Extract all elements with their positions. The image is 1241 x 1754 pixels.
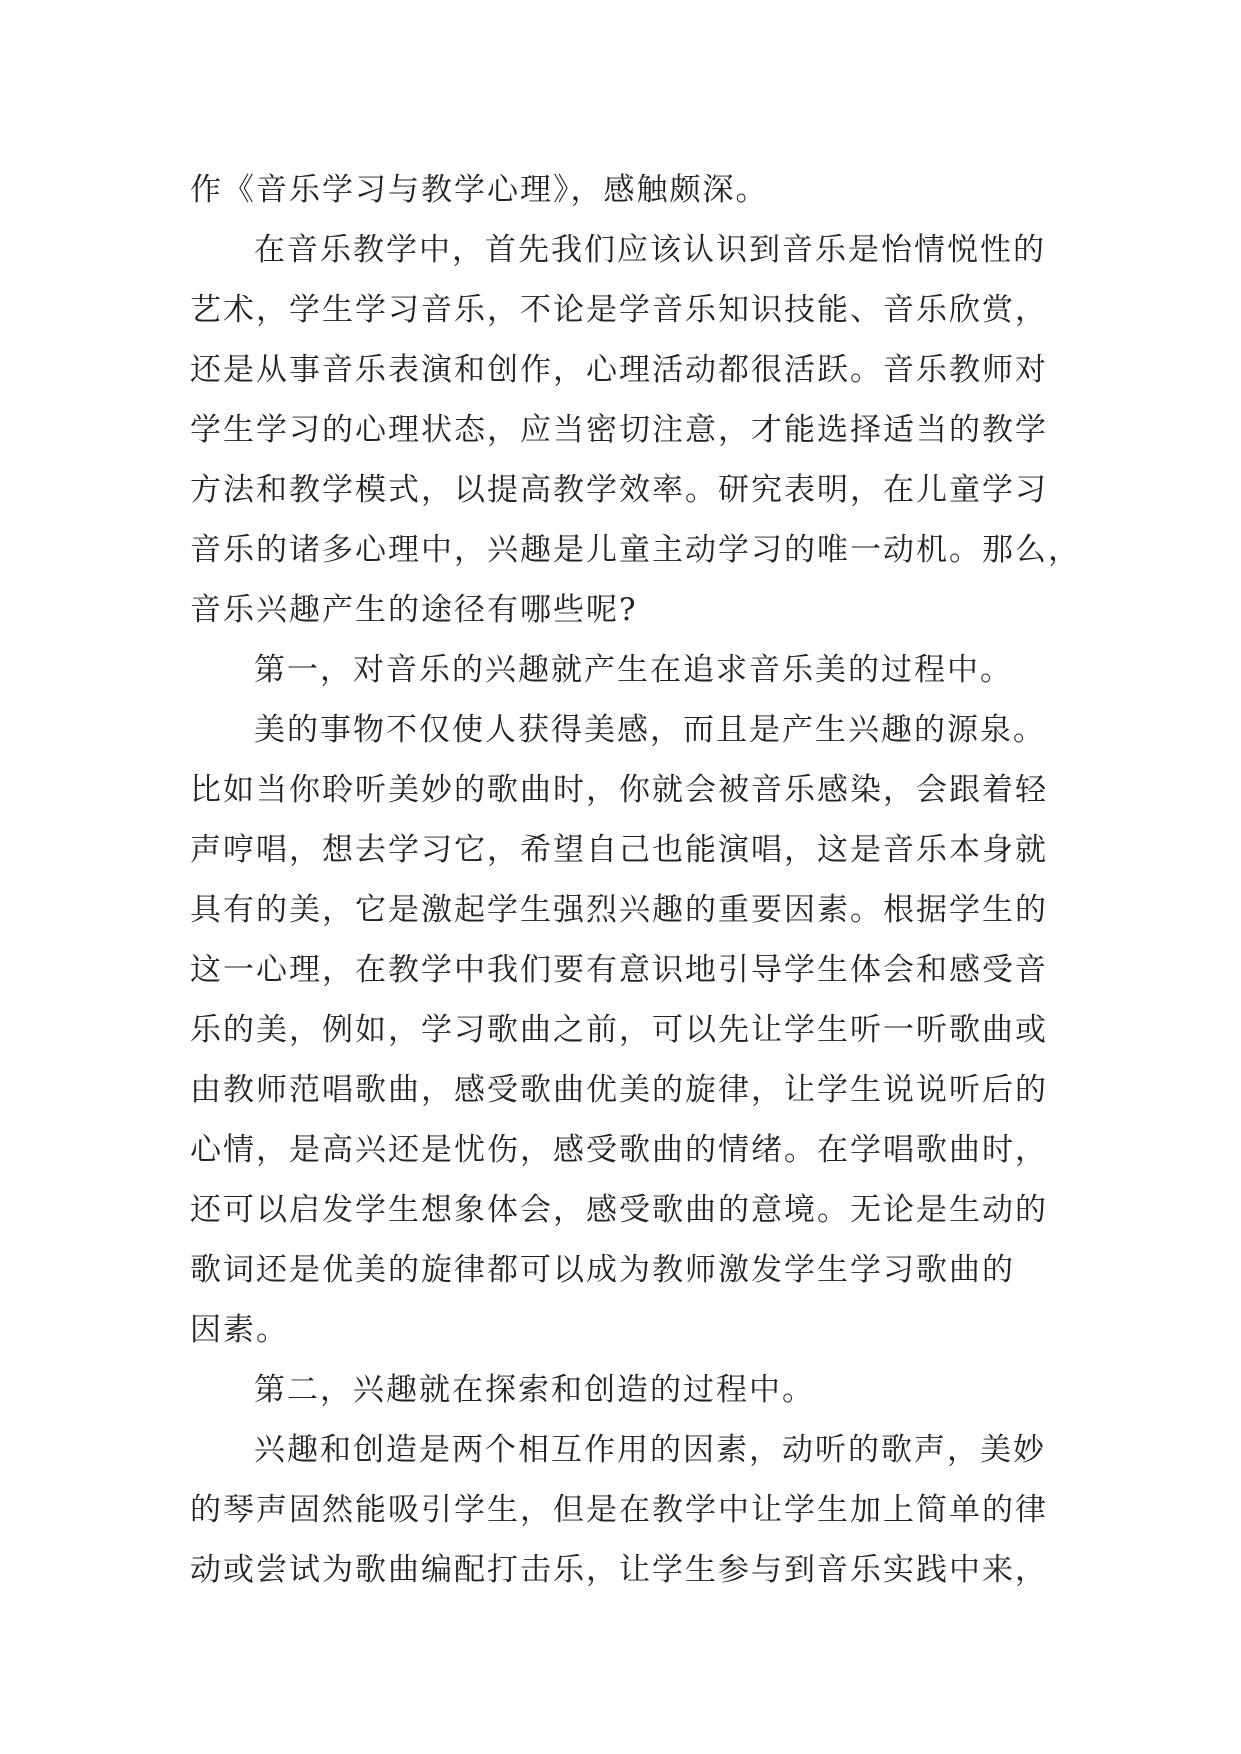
body-text (190, 160, 1081, 1600)
text-line: 声哼唱，想去学习它，希望自己也能演唱，这是音乐本身就 (190, 832, 1048, 868)
section-heading: 第一，对音乐的兴趣就产生在追求音乐美的过程中。 (254, 652, 1013, 688)
text-line: 还是从事音乐表演和创作，心理活动都很活跃。音乐教师对 (190, 352, 1048, 388)
text-line: 具有的美，它是激起学生强烈兴趣的重要因素。根据学生的 (190, 892, 1048, 928)
text-line: 音乐兴趣产生的途径有哪些呢? (190, 592, 638, 628)
section-heading: 第二，兴趣就在探索和创造的过程中。 (254, 1372, 815, 1408)
text-line: 还可以启发学生想象体会，感受歌曲的意境。无论是生动的 (190, 1192, 1048, 1228)
text-line: 乐的美，例如，学习歌曲之前，可以先让学生听一听歌曲或 (190, 1012, 1048, 1048)
text-line: 美的事物不仅使人获得美感，而且是产生兴趣的源泉。 (254, 712, 1046, 748)
text-line: 音乐的诸多心理中，兴趣是儿童主动学习的唯一动机。那么， (190, 532, 1081, 568)
text-line: 比如当你聆听美妙的歌曲时，你就会被音乐感染，会跟着轻 (190, 772, 1048, 808)
text-line: 兴趣和创造是两个相互作用的因素，动听的歌声，美妙 (254, 1432, 1046, 1468)
text-line: 歌词还是优美的旋律都可以成为教师激发学生学习歌曲的 (190, 1252, 1015, 1288)
text-line: 学生学习的心理状态，应当密切注意，才能选择适当的教学 (190, 412, 1048, 448)
text-line: 作《音乐学习与教学心理》，感触颇深。 (190, 172, 769, 208)
text-line: 动或尝试为歌曲编配打击乐，让学生参与到音乐实践中来， (190, 1552, 1048, 1588)
text-line: 由教师范唱歌曲，感受歌曲优美的旋律，让学生说说听后的 (190, 1072, 1048, 1108)
text-line: 方法和教学模式，以提高教学效率。研究表明，在儿童学习 (190, 472, 1048, 508)
text-line: 因素。 (190, 1312, 289, 1348)
text-line: 心情，是高兴还是忧伤，感受歌曲的情绪。在学唱歌曲时， (190, 1132, 1048, 1168)
text-line: 在音乐教学中，首先我们应该认识到音乐是怡情悦性的 (254, 232, 1046, 268)
text-line: 这一心理，在教学中我们要有意识地引导学生体会和感受音 (190, 952, 1048, 988)
text-line: 艺术，学生学习音乐，不论是学音乐知识技能、音乐欣赏， (190, 292, 1048, 328)
text-line: 的琴声固然能吸引学生，但是在教学中让学生加上简单的律 (190, 1492, 1048, 1528)
